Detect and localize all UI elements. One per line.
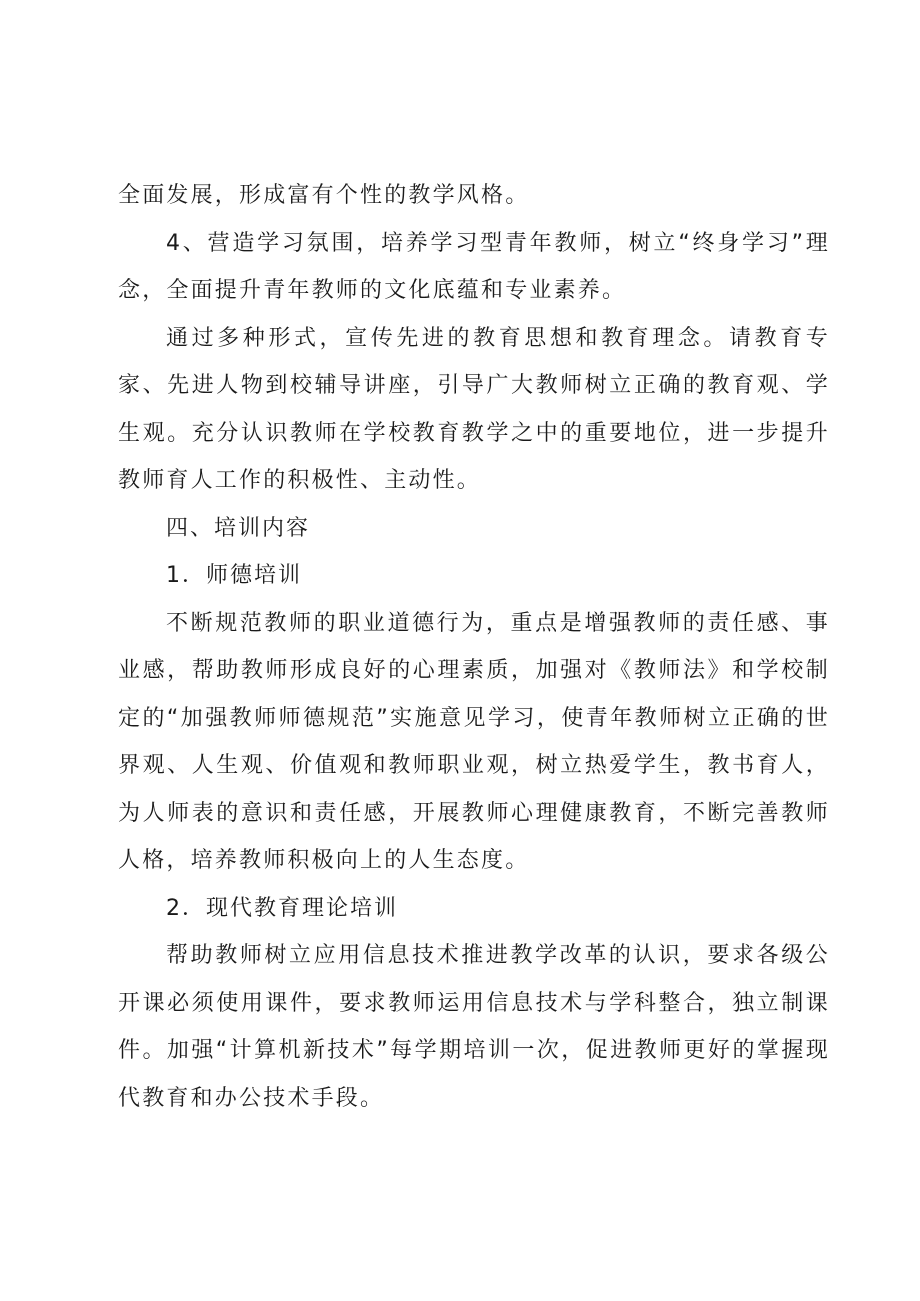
subheading-modern-education-theory: 2．现代教育理论培训: [166, 895, 398, 921]
paragraph-continuation: 全面发展，形成富有个性的教学风格。: [118, 183, 530, 208]
paragraph-promotion: 通过多种形式，宣传先进的教育思想和教育理念。请教育专家、先进人物到校辅导讲座，引导广大教师树立正确的教育观、学生观。充分认识教师在学校教育教学之中的重要地位，进一步提升教师育人工作的积极性、主动性。: [118, 325, 830, 493]
document-body: [118, 172, 830, 1122]
paragraph-modern-education-theory: 帮助教师树立应用信息技术推进教学改革的认识，要求各级公开课必须使用课件，要求教师运用信息技术与学科整合，独立制课件。加强“计算机新技术”每学期培训一次，促进教师更好的掌握现代教育和办公技术手段。: [118, 943, 830, 1111]
subheading-ethics-training: 1．师德培训: [166, 563, 302, 588]
section-heading-training-content: 四、培训内容: [166, 515, 311, 541]
paragraph-item-4: 4、营造学习氛围，培养学习型青年教师，树立“终身学习”理念，全面提升青年教师的文化底蕴和专业素养。: [118, 230, 830, 303]
paragraph-ethics-training: 不断规范教师的职业道德行为，重点是增强教师的责任感、事业感，帮助教师形成良好的心理素质，加强对《教师法》和学校制定的“加强教师师德规范”实施意见学习，使青年教师树立正确的世界观、人生观、价值观和教师职业观，树立热爱学生，教书育人，为人师表的意识和责任感，开展教师心理健康教育，不断完善教师人格，培养教师积极向上的人生态度。: [118, 610, 830, 873]
